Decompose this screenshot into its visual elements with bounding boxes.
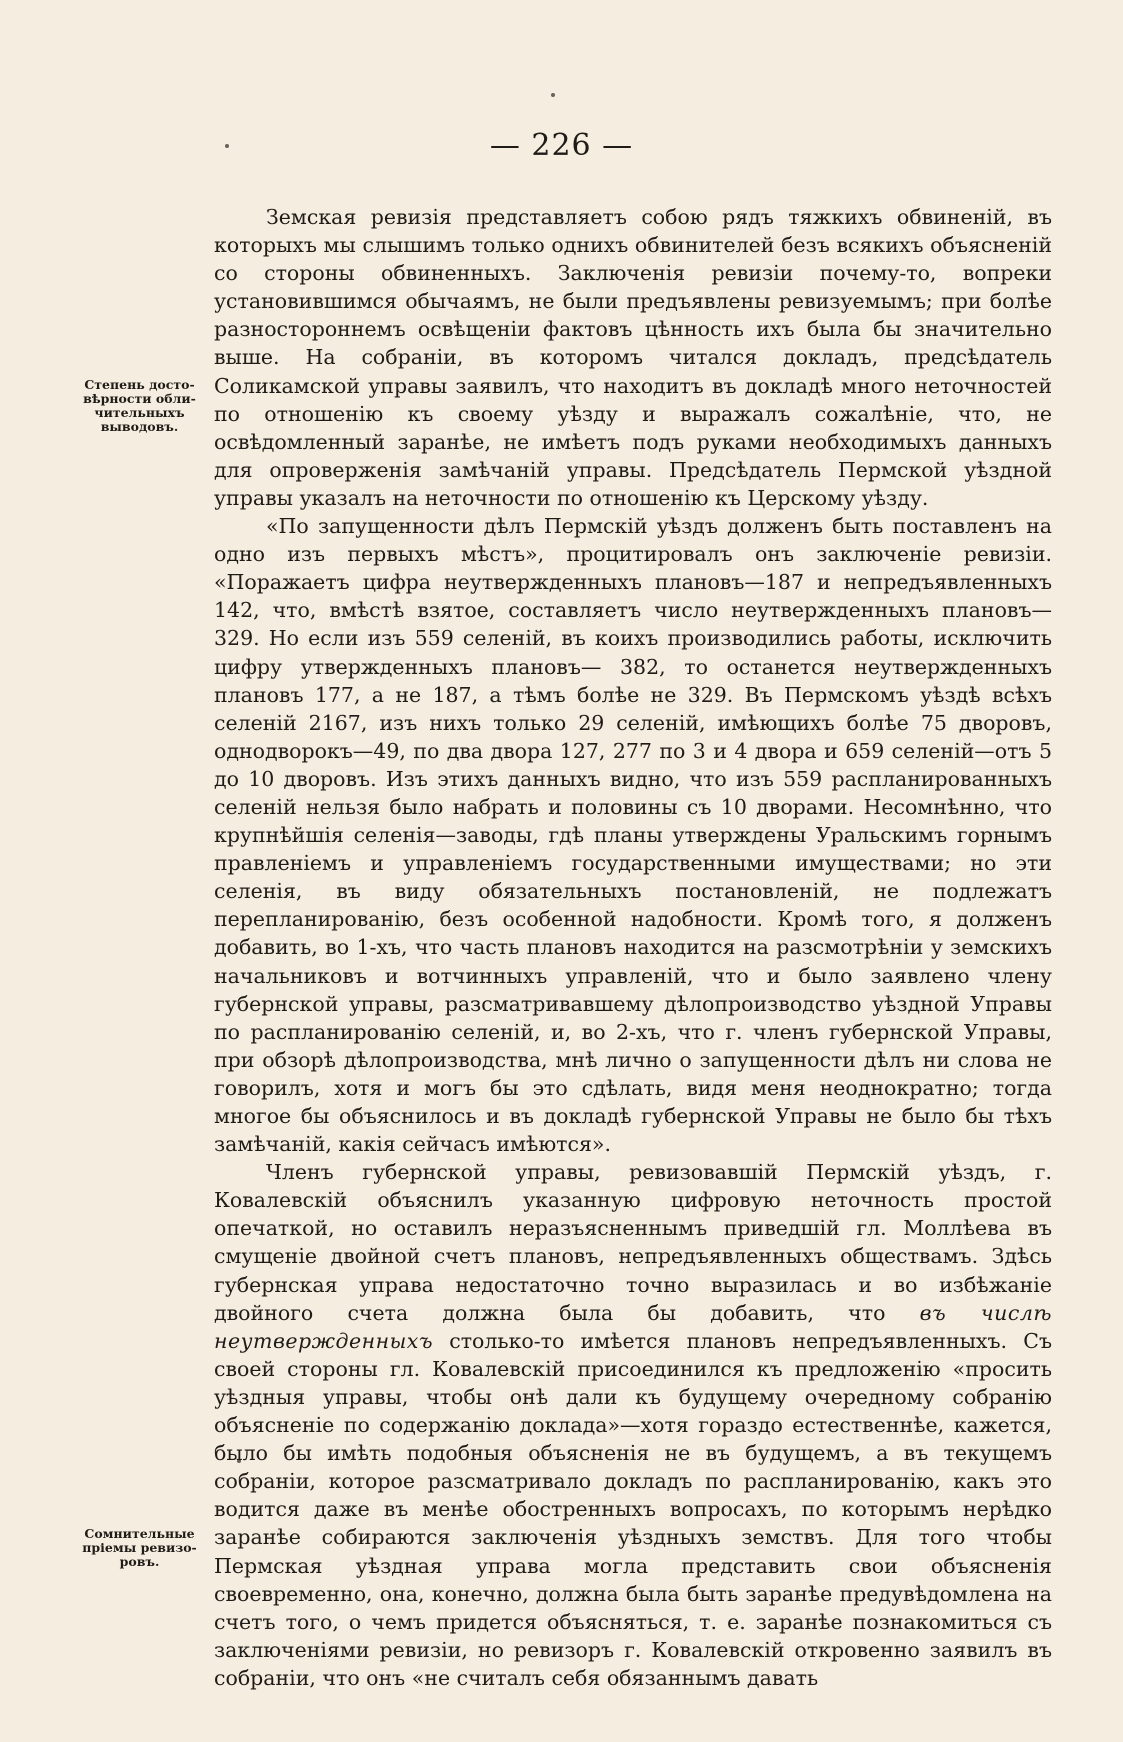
margin-note-line: пріемы ревизо- bbox=[82, 1540, 197, 1555]
paragraph-3 bbox=[214, 1158, 1052, 1692]
paragraph-1: Земская ревизія представляетъ собою рядъ тяжкихъ обвиненій, въ которыхъ мы слышимъ только однихъ обвинителей безъ всякихъ объясненій со стороны обвиненныхъ. Заключенія ревизіи почему-то, вопреки установившимся обычаямъ, не были предъявлены ревизуемымъ; при болѣе разностороннемъ освѣщеніи фактовъ цѣнность ихъ была бы значительно выше. На собраніи, въ которомъ читался докладъ, предсѣдатель Соликамской управы заявилъ, что находитъ въ докладѣ много неточностей по отношенію къ своему уѣзду и выражалъ сожалѣніе, что, не освѣдомленный заранѣе, не имѣетъ подъ руками необходимыхъ данныхъ для опроверженія замѣчаній управы. Предсѣдатель Пермской уѣздной управы указалъ на неточности по отношенію къ Церскому уѣзду. bbox=[214, 205, 1052, 510]
margin-note-line: выводовъ. bbox=[100, 419, 179, 434]
margin-note-line: Степень досто- bbox=[84, 377, 195, 392]
margin-note-reliability bbox=[72, 378, 207, 434]
margin-note-line: чительныхъ bbox=[94, 405, 185, 420]
margin-note-doubtful-methods bbox=[72, 1527, 207, 1569]
margin-note-line: ровъ. bbox=[119, 1554, 160, 1569]
paragraph-2: «По запущенности дѣлъ Пермскій уѣздъ долженъ быть поставленъ на одно изъ первыхъ мѣстъ», процитировалъ онъ заключеніе ревизіи. «Поражаетъ цифра неутвержденныхъ плановъ—187 и непредъявленныхъ 142, что, вмѣстѣ взятое, составляетъ число неутвержденныхъ плановъ—329. Но если изъ 559 селеній, въ коихъ производились работы, исключить цифру утвержденныхъ плановъ— 382, то останется неутвержденныхъ плановъ 177, а не 187, а тѣмъ болѣе не 329. Въ Пермскомъ уѣздѣ всѣхъ селеній 2167, изъ нихъ только 29 селеній, имѣющихъ болѣе 75 дворовъ, однодворокъ—49, по два двора 127, 277 по 3 и 4 двора и 659 селеній—отъ 5 до 10 дворовъ. Изъ этихъ данныхъ видно, что изъ 559 распланированныхъ селеній нельзя было набрать и половины съ 10 дворами. Несомнѣнно, что крупнѣйшія селенія—заводы, гдѣ планы утверждены Уральскимъ горнымъ правленіемъ и управленіемъ государственными имуществами; но эти селенія, въ виду обязательныхъ постановленій, не подлежатъ перепланированію, безъ особенной надобности. Кромѣ того, я долженъ добавить, во 1-хъ, что часть плановъ находится на разсмотрѣніи у земскихъ начальниковъ и вотчинныхъ управленій, что и было заявлено члену губернской управы, разсматривавшему дѣлопроизводство уѣздной Управы по распланированію селеній, и, во 2-хъ, что г. членъ губернской Управы, при обзорѣ дѣлопроизводства, мнѣ лично о запущенности дѣлъ ни слова не говорилъ, хотя и могъ бы это сдѣлать, видя меня неоднократно; тогда многое бы объяснилось и въ докладѣ губернской Управы не было бы тѣхъ замѣчаній, какія сейчасъ имѣются». bbox=[214, 514, 1052, 1157]
margin-note-line: Сомнительные bbox=[84, 1526, 195, 1541]
paragraph-3-text: Членъ губернской управы, ревизовавшій Пермскій уѣздъ, г. Ковалевскій объяснилъ указанную цифровую неточность простой опечаткой, но оставилъ неразъясненнымъ приведшій гл. Моллѣева въ смущеніе двойной счетъ плановъ, непредъявленныхъ обществамъ. Здѣсь губернская управа недостаточно точно выразилась и во избѣжаніе двойного счета должна была бы добавить, что bbox=[214, 1160, 1052, 1325]
margin-note-line: вѣрности обли- bbox=[83, 391, 196, 406]
page-number: — 226 — bbox=[489, 128, 634, 163]
paragraph-3-continuation: столько-то имѣется плановъ непредъявленныхъ. Съ своей стороны гл. Ковалевскій присоединился къ предложенію «просить уѣздныя управы, чтобы онѣ дали къ будущему очередному собранію объясненіе по содержанію доклада»—хотя гораздо естественнѣе, кажется, было бы имѣть подобныя объясненія не въ будущемъ, а въ текущемъ собраніи, которое разсматривало докладъ по распланированію, какъ это водится даже въ менѣе обостренныхъ вопросахъ, по которымъ нерѣдко заранѣе собираются заключенія уѣздныхъ земствъ. Для того чтобы Пермская уѣздная управа могла представить свои объясненія своевременно, она, конечно, должна была быть заранѣе предувѣдомлена на счетъ того, о чемъ придется объясняться, т. е. заранѣе познакомиться съ заключеніями ревизіи, но ревизоръ г. Ковалевскій откровенно заявилъ въ собраніи, что онъ «не считалъ себя обязаннымъ давать bbox=[214, 1328, 1052, 1690]
body-text bbox=[214, 203, 1052, 1692]
print-speck bbox=[551, 93, 555, 97]
italic-phrase: въ числѣ неутвержденныхъ bbox=[214, 1300, 1052, 1353]
